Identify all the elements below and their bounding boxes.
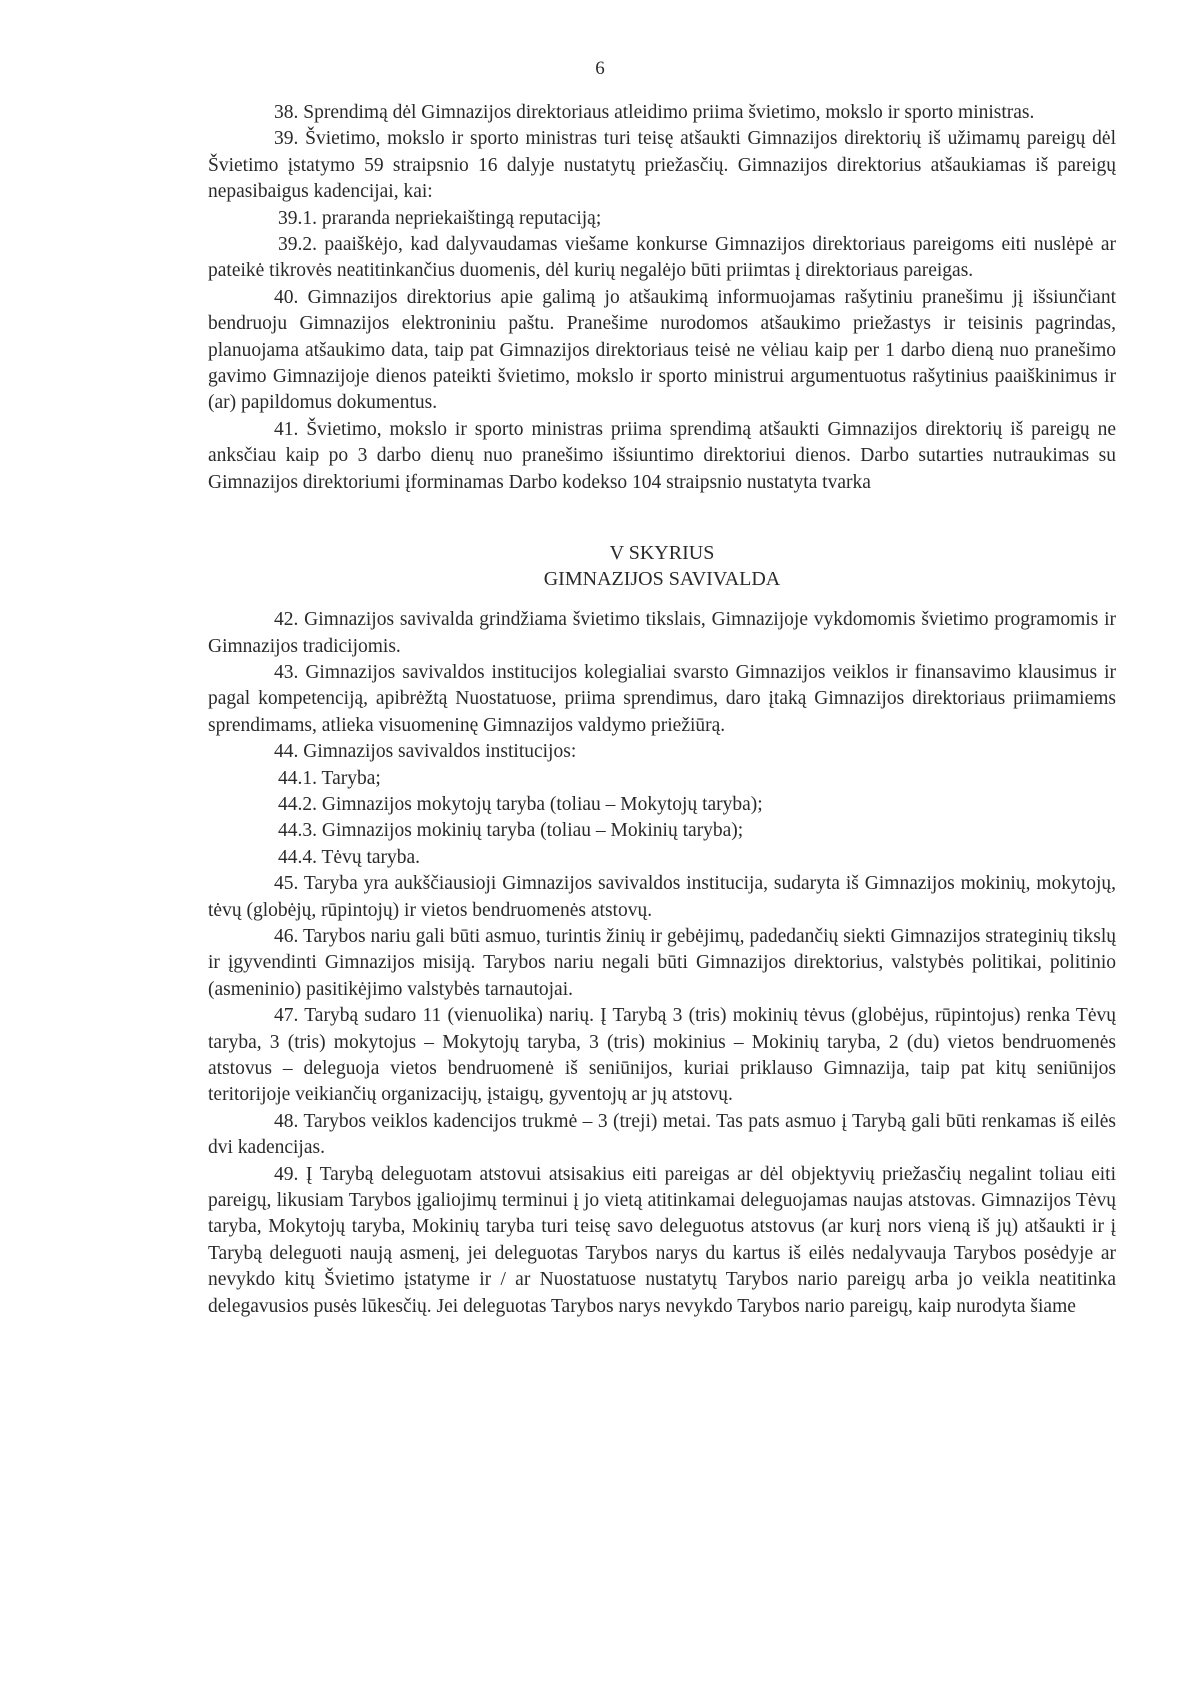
chapter-heading	[208, 540, 1116, 592]
page-number: 6	[595, 58, 605, 79]
chapter-number: V SKYRIUS	[609, 542, 715, 565]
point-paragraph: 43. Gimnazijos savivaldos institucijos kolegialiai svarsto Gimnazijos veiklos ir finansavimo klausimus ir pagal kompetenciją, apibrėžtą Nuostatuose, priima sprendimus, daro įtaką Gimnazijos direktoriaus priimamiems sprendimams, atlieka visuomeninę Gimnazijos valdymo priežiūrą.	[208, 661, 1116, 736]
section-after-chapter	[208, 607, 1116, 1320]
point-paragraph: 45. Taryba yra aukščiausioji Gimnazijos savivaldos institucija, sudaryta iš Gimnazijos mokinių, mokytojų, tėvų (globėjų, rūpintojų) ir vietos bendruomenės atstovų.	[208, 873, 1116, 921]
point-paragraph: 49. Į Tarybą deleguotam atstovui atsisakius eiti pareigas ar dėl objektyvių priežasčių negalint toliau eiti pareigų, likusiam Tarybos įgaliojimų terminui į jo vietą atitinkamai deleguojamas naujas atstovas. Gimnazijos Tėvų taryba, Mokytojų taryba, Mokinių taryba turi teisę savo deleguotus atstovus (ar kurį nors vieną iš jų) atšaukti ir į Tarybą deleguoti naują asmenį, jei deleguotas Tarybos narys du kartus iš eilės nedalyvauja Tarybos posėdyje ar nevykdo kitų Švietimo įstatyme ir / ar Nuostatuose nustatytų Tarybos nario pareigų arba jo veikla neatitinka delegavusios pusės lūkesčių. Jei deleguotas Tarybos narys nevykdo Tarybos nario pareigų, kaip nurodyta šiame	[208, 1163, 1116, 1317]
point-paragraph: 44. Gimnazijos savivaldos institucijos:	[274, 741, 577, 763]
point-paragraph: 42. Gimnazijos savivalda grindžiama švietimo tikslais, Gimnazijoje vykdomomis švietimo programomis ir Gimnazijos tradicijomis.	[208, 609, 1116, 657]
point-paragraph: 38. Sprendimą dėl Gimnazijos direktoriaus atleidimo priima švietimo, mokslo ir sporto ministras.	[274, 102, 1035, 123]
subpoint-paragraph: 44.4. Tėvų taryba.	[278, 846, 421, 868]
point-paragraph: 47. Tarybą sudaro 11 (vienuolika) narių. Į Tarybą 3 (tris) mokinių tėvus (globėjus, rūpintojus) renka Tėvų taryba, 3 (tris) mokytojus – Mokytojų taryba, 3 (tris) mokinius – Mokinių taryba, 2 (du) vietos bendruomenės atstovus – deleguoja vietos bendruomenė iš seniūnijos, kuriai priklauso Gimnazija, taip pat kitų seniūnijos teritorijoje veikiančių organizacijų, įstaigų, gyventojų ar jų atstovų.	[208, 1005, 1116, 1106]
subpoint-paragraph: 44.1. Taryba;	[278, 767, 381, 789]
chapter-title: GIMNAZIJOS SAVIVALDA	[543, 568, 781, 591]
point-paragraph: 48. Tarybos veiklos kadencijos trukmė – 3 (treji) metai. Tas pats asmuo į Tarybą gali būti renkamas iš eilės dvi kadencijas.	[208, 1110, 1116, 1159]
point-paragraph: 39. Švietimo, mokslo ir sporto ministras turi teisę atšaukti Gimnazijos direktorių iš užimamų pareigų dėl Švietimo įstatymo 59 straipsnio 16 dalyje nustatytų priežasčių. Gimnazijos direktorius atšaukiamas iš pareigų nepasibaigus kadencijai, kai:	[208, 128, 1116, 203]
point-paragraph: 40. Gimnazijos direktorius apie galimą jo atšaukimą informuojamas rašytiniu pranešimu jį išsiunčiant bendruoju Gimnazijos elektroniniu paštu. Pranešime nurodomos atšaukimo priežastys ir teisinis pagrindas, planuojama atšaukimo data, taip pat Gimnazijos direktoriaus teisė ne vėliau kaip per 1 darbo dieną nuo pranešimo gavimo Gimnazijoje dienos pateikti švietimo, mokslo ir sporto ministrui argumentuotus rašytinius paaiškinimus ir (ar) papildomus dokumentus.	[208, 286, 1116, 414]
subpoint-paragraph: 44.3. Gimnazijos mokinių taryba (toliau – Mokinių taryba);	[278, 820, 744, 842]
subpoint-paragraph: 44.2. Gimnazijos mokytojų taryba (toliau – Mokytojų taryba);	[278, 793, 763, 815]
subpoint-paragraph: 39.1. praranda nepriekaištingą reputaciją;	[278, 207, 602, 229]
section-before-chapter	[208, 100, 1116, 496]
point-paragraph: 41. Švietimo, mokslo ir sporto ministras priima sprendimą atšaukti Gimnazijos direktorių iš pareigų ne anksčiau kaip po 3 darbo dienų nuo pranešimo išsiuntimo direktoriui dienos. Darbo sutarties nutraukimas su Gimnazijos direktoriumi įforminamas Darbo kodekso 104 straipsnio nustatyta tvarka	[208, 418, 1116, 493]
document-body	[208, 100, 1116, 1320]
subpoint-paragraph: 39.2. paaiškėjo, kad dalyvaudamas viešame konkurse Gimnazijos direktoriaus pareigoms eiti nuslėpė ar pateikė tikrovės neatitinkančius duomenis, dėl kurių negalėjo būti priimtas į direktoriaus pareigas.	[208, 234, 1116, 282]
point-paragraph: 46. Tarybos nariu gali būti asmuo, turintis žinių ir gebėjimų, padedančių siekti Gimnazijos strateginių tikslų ir įgyvendinti Gimnazijos misiją. Tarybos nariu negali būti Gimnazijos direktorius, valstybės politikai, politinio (asmeninio) pasitikėjimo valstybės tarnautojai.	[208, 925, 1116, 1000]
